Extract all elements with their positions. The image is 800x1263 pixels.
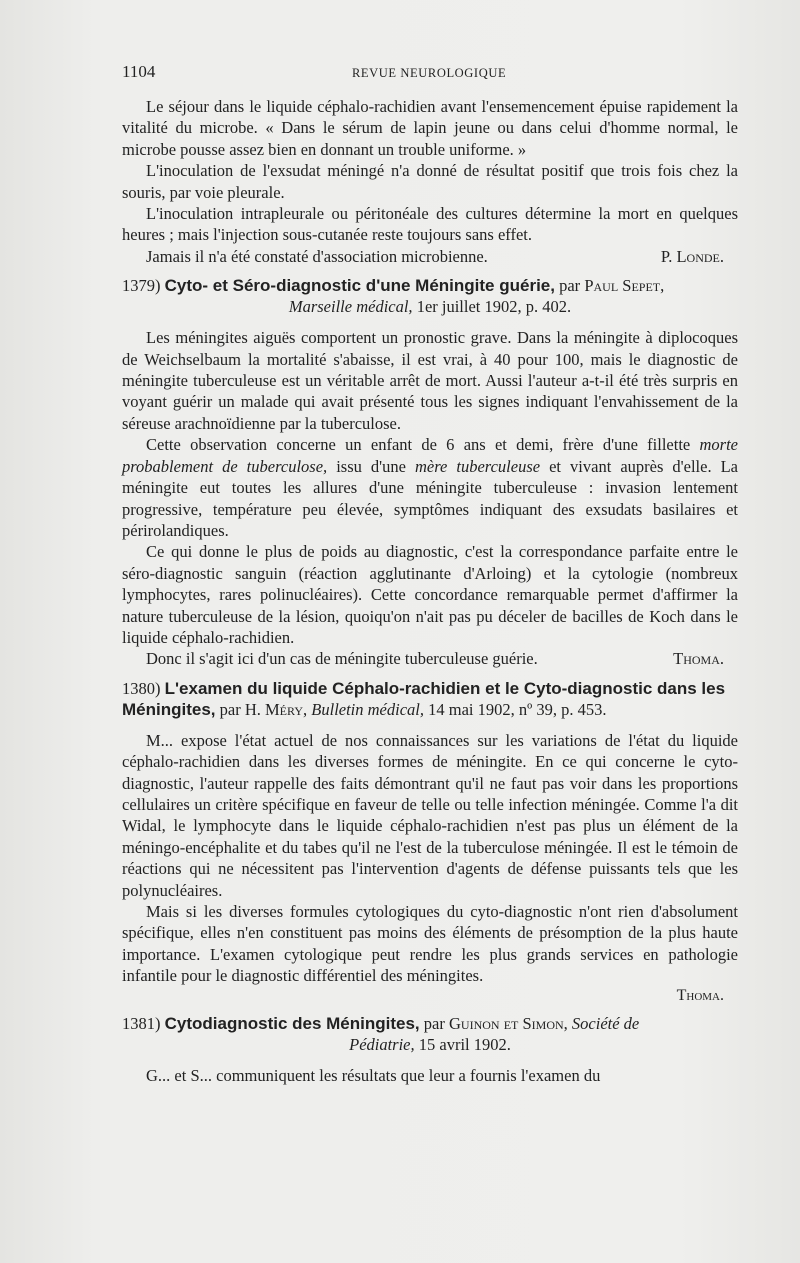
- entry-date: 14 mai 1902, nº 39, p. 453.: [428, 699, 607, 719]
- entry-title: Cyto- et Séro-diagnostic d'une Méningite guérie,: [164, 276, 555, 296]
- page-number: 1104: [122, 62, 156, 81]
- entry-by: par: [219, 699, 241, 719]
- author-signature: Thoma.: [673, 649, 724, 669]
- paragraph: Mais si les diverses formules cytologiques du cyto-diagnostic n'ont rien d'absolument spécifique, elles n'en constituent pas moins des éléments de présomption de la plus haute importance. L'examen cytologique peut rendre les plus grands services en pathologie infantile pour le diagnostic différentiel des méningites.: [122, 902, 738, 986]
- previous-abstract: [122, 96, 738, 267]
- entry-heading-1379: [122, 275, 738, 317]
- paragraph-text: Donc il s'agit ici d'un cas de méningite tuberculeuse guérie.: [146, 649, 538, 669]
- paragraph: Ce qui donne le plus de poids au diagnostic, c'est la correspondance parfaite entre le séro-diagnostic sanguin (réaction agglutinante d'Arloing) et la cytologie (nombreux lymphocytes, rares polinucléaires). Cette concordance remarquable permet d'affirmer la nature tuberculeuse de la lésion, quoiqu'on n'ait pas pu déceler de bacilles de Koch dans le liquide céphalo-rachidien.: [122, 542, 738, 647]
- italic-phrase: morte probablement de tuberculose,: [122, 435, 739, 476]
- paragraph: L'inoculation de l'exsudat méningé n'a donné de résultat positif que trois fois chez la souris, par voie pleurale.: [122, 161, 738, 202]
- paragraph: Les méningites aiguës comportent un pronostic grave. Dans la méningite à diplocoques de Weichselbaum la mortalité s'abaisse, il est vrai, à 40 pour 100, mais le diagnostic de méningite tuberculeuse est un véritable arrêt de mort. Aussi l'auteur a-t-il été très surpris en voyant guérir un malade qui avait présenté tous les signes indiquant l'envahissement de la séreuse arachnoïdienne par la tuberculose.: [122, 328, 738, 433]
- paragraph-text: Jamais il n'a été constaté d'association microbienne.: [146, 246, 488, 266]
- paragraph: G... et S... communiquent les résultats que leur a fournis l'examen du: [146, 1065, 601, 1085]
- entry-by: par: [559, 276, 581, 296]
- abstract-1379: [122, 327, 738, 670]
- entry-number: 1379): [122, 276, 161, 296]
- author-signature: P. Londe.: [660, 246, 724, 266]
- entry-journal: Marseille médical,: [288, 297, 413, 317]
- paragraph: Le séjour dans le liquide céphalo-rachidien avant l'ensemencement épuise rapidement la vitalité du microbe. « Dans le sérum de lapin jeune ou dans celui d'homme normal, le microbe pousse assez bien en donnant un trouble uniforme. »: [122, 97, 738, 159]
- paragraph-text: issu d'une: [336, 456, 406, 476]
- author-signature: Thoma.: [676, 986, 724, 1004]
- entry-journal: Bulletin médical,: [311, 699, 425, 719]
- paragraph-text: Cette observation concerne un enfant de 6 ans et demi, frère d'une fillette: [146, 435, 691, 455]
- entry-journal: Société de: [571, 1013, 640, 1033]
- paragraph: [122, 648, 738, 669]
- paragraph-text: et vivant auprès d'elle. La méningite eut toutes les allures d'une méningite tuberculeuse : invasion lentement progressive, température peu élevée, symptômes indiquant des exsudats basilaires et périrolandiques.: [122, 456, 738, 540]
- paragraph: L'inoculation intrapleurale ou péritonéale des cultures détermine la mort en quelques heures ; mais l'injection sous-cutanée reste toujours sans effet.: [122, 204, 738, 245]
- paragraph: [122, 434, 738, 541]
- paragraph: M... expose l'état actuel de nos connaissances sur les variations de l'état du liquide céphalo-rachidien dans les diverses formes de méningite. En ce qui concerne le cyto-diagnostic, l'auteur rappelle des faits démontrant qu'il ne faut pas voir dans les proportions cellulaires un critère spécifique en faveur de telle ou telle infection méningée. Comme l'a dit Widal, le lymphocyte dans le liquide céphalo-rachidien n'est pas plus un élément de la méningo-encéphalite et du tabes qu'il ne l'est de la tuberculose méningée. Il est le témoin de réactions qui ne nécessitent pas l'intervention d'agents de défense puissants tels que les polynucléaires.: [122, 730, 738, 900]
- italic-phrase: mère tuberculeuse: [414, 456, 541, 476]
- running-title: REVUE NEUROLOGIQUE: [352, 66, 507, 80]
- entry-title: Cytodiagnostic des Méningites,: [164, 1013, 420, 1033]
- entry-authors: H. Méry,: [244, 699, 308, 719]
- abstract-1380: [122, 730, 738, 1005]
- entry-journal: Pédiatrie,: [349, 1034, 415, 1054]
- abstract-1381: [122, 1065, 738, 1086]
- paragraph: [122, 246, 738, 267]
- entry-date: 15 avril 1902.: [418, 1034, 511, 1054]
- entry-by: par: [423, 1013, 445, 1033]
- entry-authors: Guinon et Simon,: [449, 1013, 568, 1033]
- entry-number: 1380): [122, 678, 161, 698]
- entry-date: 1er juillet 1902, p. 402.: [416, 297, 572, 317]
- entry-heading-1381: [122, 1013, 738, 1055]
- entry-number: 1381): [122, 1013, 161, 1033]
- page-header: [122, 62, 738, 90]
- entry-title: L'examen du liquide Céphalo-rachidien et le Cyto-diagnostic dans les Méningites,: [122, 678, 726, 719]
- entry-authors: Paul Sepet,: [584, 276, 665, 296]
- entry-heading-1380: [122, 678, 738, 720]
